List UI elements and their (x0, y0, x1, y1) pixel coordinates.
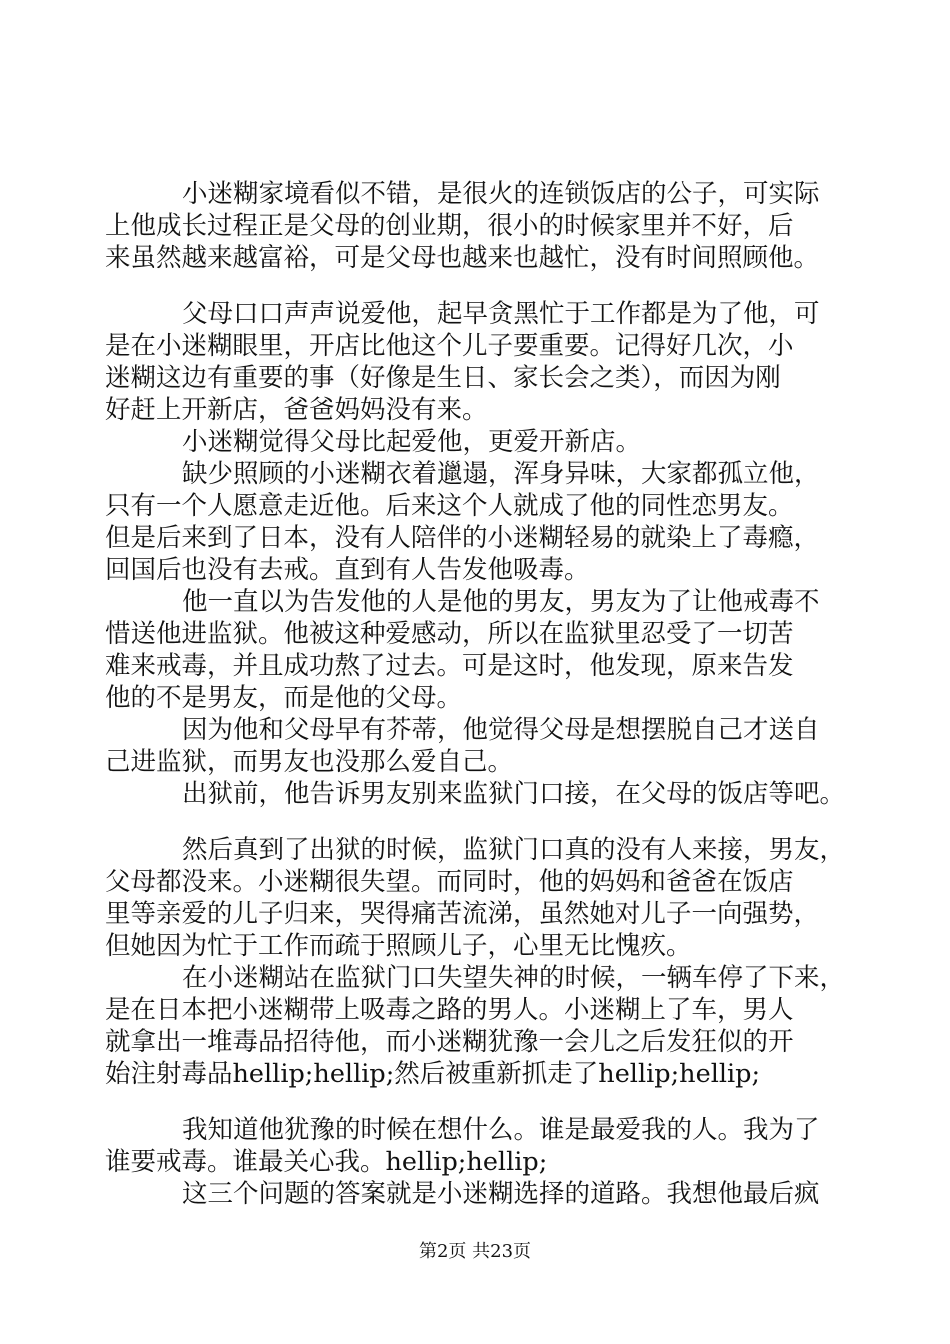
text-line: 是在小迷糊眼里，开店比他这个儿子要重要。记得好几次，小 (105, 331, 794, 361)
text-line: 难来戒毒，并且成功熬了过去。可是这时，他发现，原来告发 (105, 651, 794, 681)
text-line: 在小迷糊站在监狱门口失望失神的时候，一辆车停了下来， (182, 963, 846, 993)
text-line: 但她因为忙于工作而疏于照顾儿子，心里无比愧疚。 (105, 931, 692, 961)
text-line: 上他成长过程正是父母的创业期，很小的时候家里并不好，后 (105, 211, 794, 241)
text-line: 他的不是男友，而是他的父母。 (105, 683, 463, 713)
text-line: 回国后也没有去戒。直到有人告发他吸毒。 (105, 555, 590, 585)
text-line: 出狱前，他告诉男友别来监狱门口接，在父母的饭店等吧。 (182, 779, 846, 809)
text-line: 就拿出一堆毒品招待他，而小迷糊犹豫一会儿之后发狂似的开 (105, 1027, 794, 1057)
text-line: 小迷糊觉得父母比起爱他，更爱开新店。 (182, 427, 642, 457)
text-line: 我知道他犹豫的时候在想什么。谁是最爱我的人。我为了 (182, 1115, 820, 1145)
text-line: 只有一个人愿意走近他。后来这个人就成了他的同性恋男友。 (105, 491, 794, 521)
text-line: 他一直以为告发他的人是他的男友，男友为了让他戒毒不 (182, 587, 820, 617)
text-line: 来虽然越来越富裕，可是父母也越来也越忙，没有时间照顾他。 (105, 243, 820, 273)
text-line: 里等亲爱的儿子归来，哭得痛苦流涕，虽然她对儿子一向强势， (105, 899, 820, 929)
text-line: 这三个问题的答案就是小迷糊选择的道路。我想他最后疯 (182, 1179, 820, 1209)
text-line: 惜送他进监狱。他被这种爱感动，所以在监狱里忍受了一切苦 (105, 619, 794, 649)
text-line: 小迷糊家境看似不错，是很火的连锁饭店的公子，可实际 (182, 179, 820, 209)
text-line: 己进监狱，而男友也没那么爱自己。 (105, 747, 514, 777)
text-line: 父母口口声声说爱他，起早贪黑忙于工作都是为了他，可 (182, 299, 820, 329)
text-line: 好赶上开新店，爸爸妈妈没有来。 (105, 395, 488, 425)
text-line: 然后真到了出狱的时候，监狱门口真的没有人来接，男友， (182, 835, 846, 865)
text-line: 始注射毒品hellip;hellip;然后被重新抓走了hellip;hellip; (105, 1059, 761, 1089)
page-number: 第2页 共23页 (418, 1241, 532, 1262)
text-line: 但是后来到了日本，没有人陪伴的小迷糊轻易的就染上了毒瘾， (105, 523, 820, 553)
text-line: 缺少照顾的小迷糊衣着邋遢，浑身异味，大家都孤立他， (182, 459, 820, 489)
text-line: 谁要戒毒。谁最关心我。hellip;hellip; (105, 1147, 548, 1177)
text-line: 因为他和父母早有芥蒂，他觉得父母是想摆脱自己才送自 (182, 715, 820, 745)
text-line: 迷糊这边有重要的事（好像是生日、家长会之类），而因为刚 (105, 363, 781, 393)
text-line: 父母都没来。小迷糊很失望。而同时，他的妈妈和爸爸在饭店 (105, 867, 794, 897)
text-line: 是在日本把小迷糊带上吸毒之路的男人。小迷糊上了车，男人 (105, 995, 794, 1025)
